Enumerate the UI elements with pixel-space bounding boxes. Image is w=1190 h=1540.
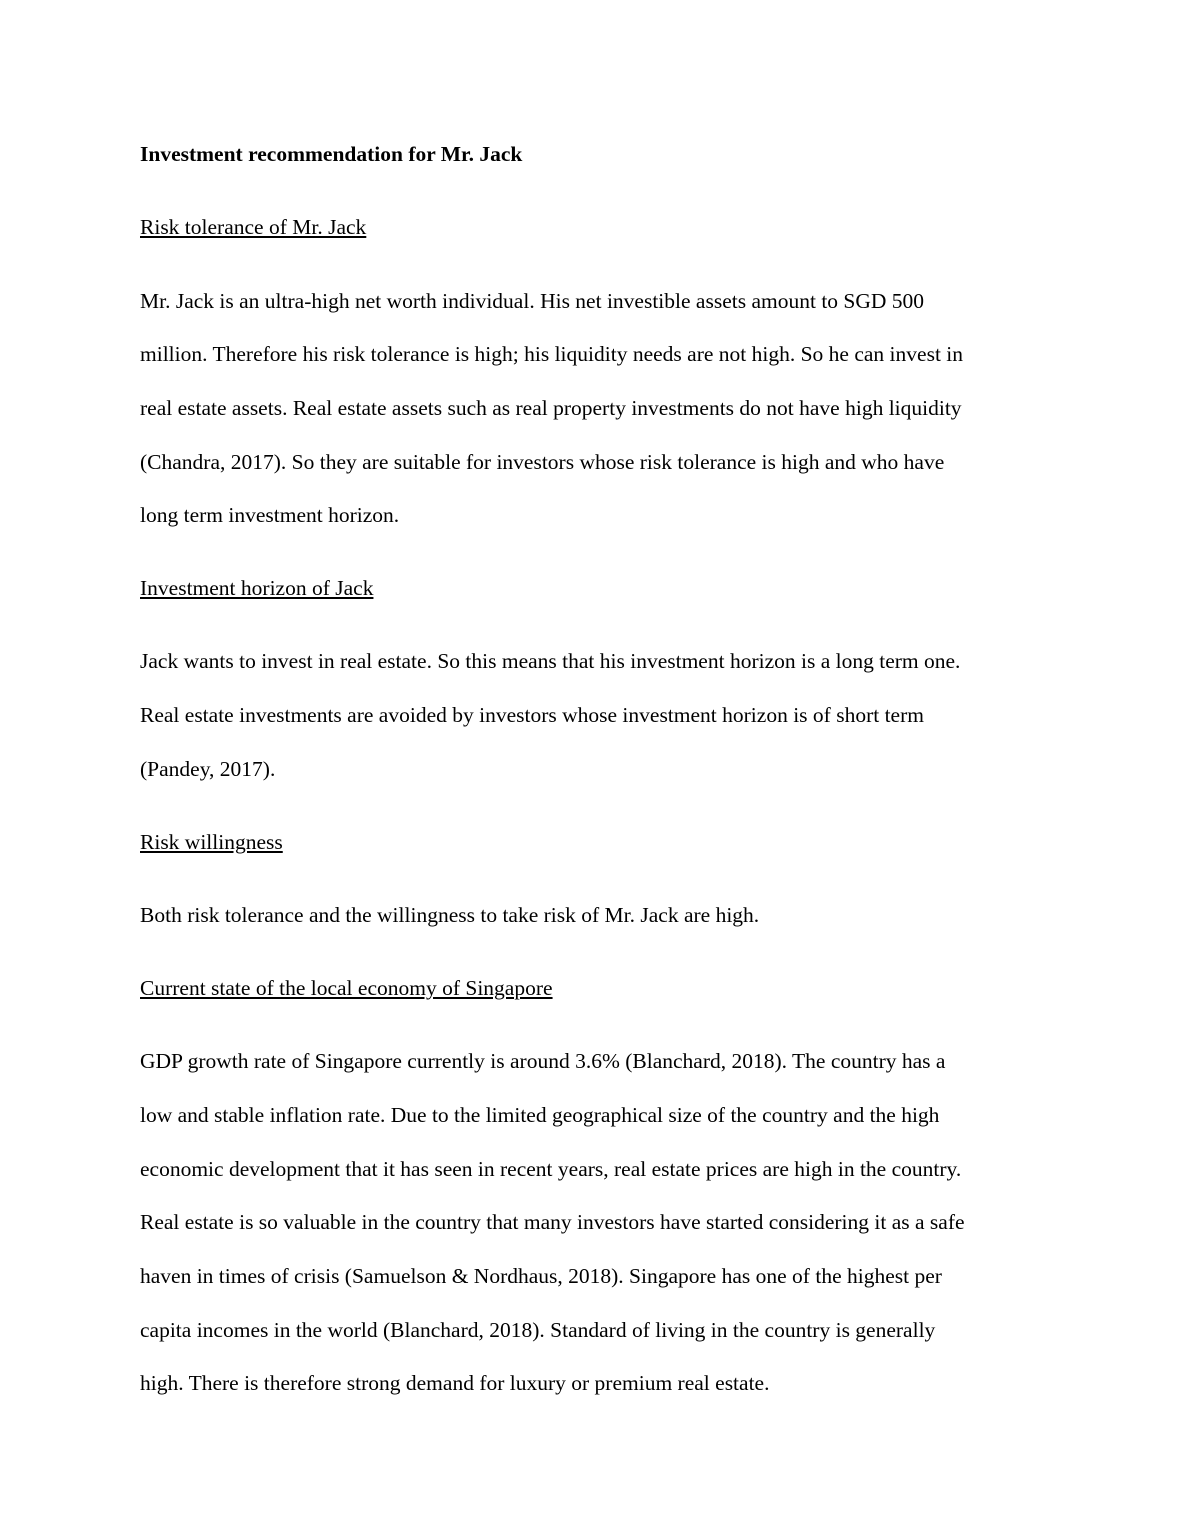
paragraph-line: economic development that it has seen in recent years, real estate prices are high in the country.	[140, 1157, 962, 1181]
paragraph-line: Mr. Jack is an ultra-high net worth individual. His net investible assets amount to SGD 500	[140, 289, 925, 313]
document-title: Investment recommendation for Mr. Jack	[140, 142, 523, 166]
section-heading-risk-willingness: Risk willingness	[140, 830, 283, 854]
paragraph-line: GDP growth rate of Singapore currently is around 3.6% (Blanchard, 2018). The country has a	[140, 1049, 946, 1073]
paragraph-line: Real estate is so valuable in the country that many investors have started considering it as a safe	[140, 1210, 965, 1234]
section-heading-risk-tolerance: Risk tolerance of Mr. Jack	[140, 215, 367, 239]
paragraph-line: high. There is therefore strong demand for luxury or premium real estate.	[140, 1371, 770, 1395]
paragraph-line: real estate assets. Real estate assets such as real property investments do not have high liquidity	[140, 396, 962, 420]
paragraph-line: capita incomes in the world (Blanchard, 2018). Standard of living in the country is generally	[140, 1318, 936, 1342]
paragraph-line: Real estate investments are avoided by investors whose investment horizon is of short term	[140, 703, 924, 727]
section-heading-local-economy: Current state of the local economy of Singapore	[140, 976, 553, 1000]
paragraph-line: Jack wants to invest in real estate. So this means that his investment horizon is a long term one.	[140, 649, 961, 673]
paragraph-line: Both risk tolerance and the willingness to take risk of Mr. Jack are high.	[140, 903, 760, 927]
section-heading-investment-horizon: Investment horizon of Jack	[140, 576, 374, 600]
paragraph-line: (Pandey, 2017).	[140, 757, 276, 781]
paragraph-line: low and stable inflation rate. Due to the limited geographical size of the country and the high	[140, 1103, 940, 1127]
paragraph-line: haven in times of crisis (Samuelson & Nordhaus, 2018). Singapore has one of the highest per	[140, 1264, 942, 1288]
paragraph-line: (Chandra, 2017). So they are suitable for investors whose risk tolerance is high and who have	[140, 450, 945, 474]
paragraph-line: long term investment horizon.	[140, 503, 400, 527]
paragraph-line: million. Therefore his risk tolerance is high; his liquidity needs are not high. So he can invest in	[140, 342, 964, 366]
